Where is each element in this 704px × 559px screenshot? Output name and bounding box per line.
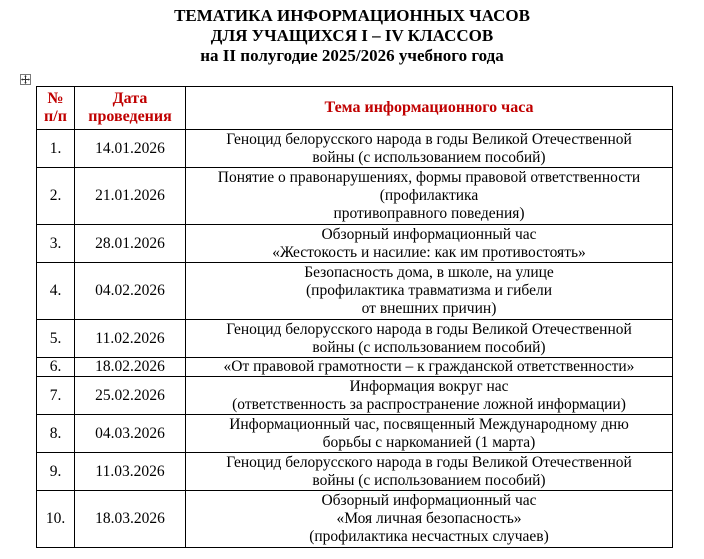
row-topic-line: Обзорный информационный час (321, 225, 537, 243)
row-topic (186, 130, 673, 168)
header-num-line-1: № (47, 90, 64, 107)
table-row (37, 415, 673, 453)
row-topic-line: «Моя личная безопасность» (336, 510, 522, 527)
row-topic-line: (профилактика несчастных случаев) (309, 528, 549, 545)
row-number: 3. (37, 225, 75, 263)
document-title-line-3: на II полугодие 2025/2026 учебного года (200, 46, 504, 65)
row-topic (186, 453, 673, 491)
document-title-line-2: ДЛЯ УЧАЩИХСЯ I – IV КЛАССОВ (210, 26, 494, 45)
row-topic-line: (ответственность за распространение ложной информации) (232, 395, 626, 413)
row-topic-line: войны (с использованием пособий) (312, 148, 546, 166)
header-date (75, 87, 186, 130)
row-topic-line: (профилактика травматизма и гибели (305, 282, 553, 299)
table-row (37, 263, 673, 320)
row-date: 28.01.2026 (75, 225, 186, 263)
row-number: 6. (37, 358, 75, 377)
row-number: 1. (37, 130, 75, 168)
row-number: 10. (37, 491, 75, 548)
row-topic-line: «Жестокость и насилие: как им противостоять» (272, 243, 586, 261)
row-topic-line: Информация вокруг нас (349, 377, 509, 395)
row-topic (186, 263, 673, 320)
table-row (37, 491, 673, 548)
row-date: 14.01.2026 (75, 130, 186, 168)
row-date: 04.03.2026 (75, 415, 186, 453)
row-topic-line: Геноцид белорусского народа в годы Великой Отечественной (226, 453, 632, 471)
row-topic-line: Понятие о правонарушениях, формы правовой ответственности (217, 169, 641, 186)
header-date-line-1: Дата (112, 90, 148, 107)
row-topic (186, 225, 673, 263)
row-topic-line: противоправного поведения) (333, 205, 525, 222)
header-num-line-2: п/п (44, 108, 67, 125)
move-cross-icon[interactable] (20, 74, 31, 85)
row-topic (186, 168, 673, 225)
row-date: 21.01.2026 (75, 168, 186, 225)
row-number: 2. (37, 168, 75, 225)
row-topic-line: войны (с использованием пособий) (312, 471, 546, 489)
header-date-line-2: проведения (88, 108, 172, 125)
row-date: 11.03.2026 (75, 453, 186, 491)
row-topic-line: Безопасность дома, в школе, на улице (304, 264, 554, 281)
row-topic (186, 415, 673, 453)
row-topic-line: войны (с использованием пособий) (312, 338, 546, 356)
row-topic-line: Геноцид белорусского народа в годы Великой Отечественной (226, 320, 632, 338)
schedule-table (36, 86, 673, 548)
row-date: 04.02.2026 (75, 263, 186, 320)
row-topic (186, 377, 673, 415)
document-title-line-1: ТЕМАТИКА ИНФОРМАЦИОННЫХ ЧАСОВ (174, 6, 530, 25)
row-topic-line: (профилактика (379, 187, 479, 204)
row-date: 25.02.2026 (75, 377, 186, 415)
row-number: 7. (37, 377, 75, 415)
header-topic: Тема информационного часа (186, 87, 673, 130)
row-topic (186, 320, 673, 358)
row-topic-line: от внешних причин) (361, 300, 497, 317)
row-date: 18.03.2026 (75, 491, 186, 548)
row-topic-line: борьбы с наркоманией (1 марта) (322, 433, 536, 451)
table-row (37, 453, 673, 491)
table-row (37, 168, 673, 225)
row-topic-line: Геноцид белорусского народа в годы Великой Отечественной (226, 130, 632, 148)
row-number: 5. (37, 320, 75, 358)
row-topic (186, 491, 673, 548)
row-topic-line: Информационный час, посвященный Международному дню (229, 415, 629, 433)
table-row (37, 320, 673, 358)
row-date: 18.02.2026 (75, 358, 186, 377)
table-row (37, 130, 673, 168)
row-number: 9. (37, 453, 75, 491)
row-number: 4. (37, 263, 75, 320)
row-topic-line: Обзорный информационный час (321, 492, 537, 509)
row-date: 11.02.2026 (75, 320, 186, 358)
table-header-row (37, 87, 673, 130)
header-num (37, 87, 75, 130)
row-topic-line: «От правовой грамотности – к гражданской ответственности» (223, 358, 635, 375)
table-row (37, 358, 673, 377)
row-topic (186, 358, 673, 377)
table-row (37, 377, 673, 415)
table-row (37, 225, 673, 263)
row-number: 8. (37, 415, 75, 453)
